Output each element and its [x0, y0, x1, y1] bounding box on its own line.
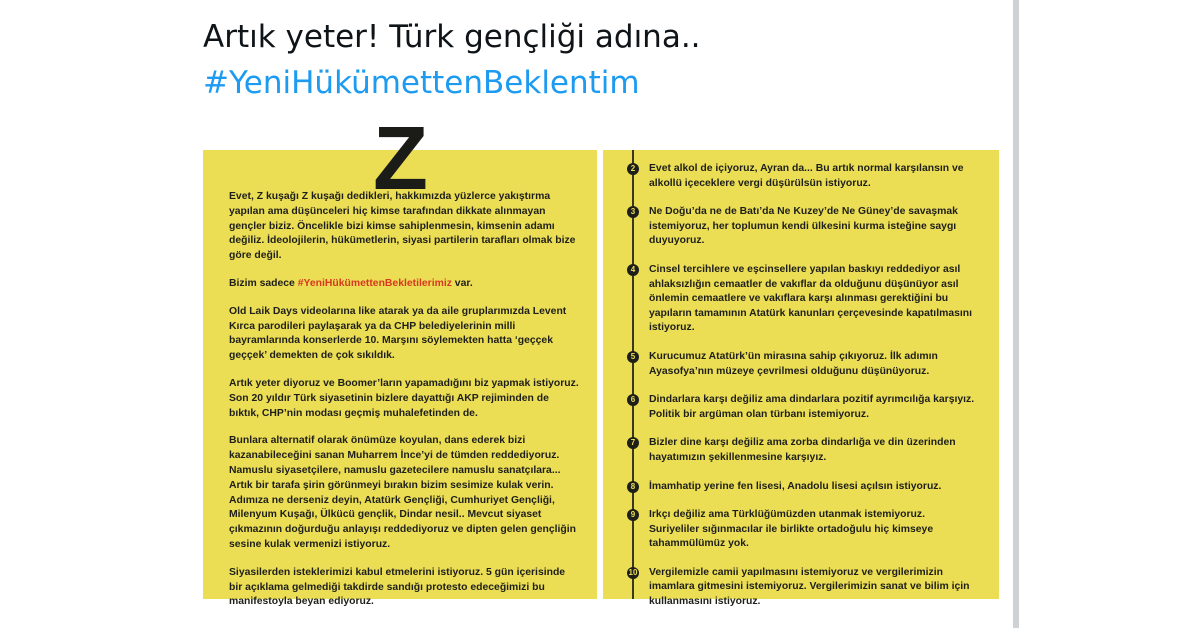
hashtag-link[interactable]: #YeniHükümettenBeklentim [203, 65, 640, 101]
item-text: Dindarlara karşı değiliz ama dindarlara pozitif ayrımcılığa karşıyız. Politik bir argüman olan türbanı istemiyoruz. [649, 394, 975, 420]
list-item [629, 162, 975, 191]
item-text: Irkçı değiliz ama Türklüğümüzden utanmak istemiyoruz. Suriyeliler sığınmacılar ile birlikte ortadoğulu hiç kimseye tahammülümüz yok. [649, 509, 934, 550]
paragraph: Artık yeter diyoruz ve Boomer’ların yapamadığını biz yapmak istiyoruz. Son 20 yıldır Türk siyasetinin bizlere dayattığı AKP rejiminden de bıktık, CHP’nin modası geçmiş muhalefetinden de. [229, 377, 579, 419]
manifesto-left-page [203, 109, 597, 608]
manifesto-intro-text [229, 190, 581, 623]
paragraph: Old Laik Days videolarına like atarak ya da aile gruplarımızda Levent Kırca parodileri paylaşarak ya da CHP belediyelerinin milli bayramlarında konserlerde 10. Marşını söylemekten hatta ‘geççek geççek’ demekten de çok sıkıldık. [229, 305, 567, 362]
list-item [629, 480, 975, 495]
item-text: Evet alkol de içiyoruz, Ayran da... Bu artık normal karşılansın ve alkollü içeceklere vergi düşürülsün istiyoruz. [649, 163, 964, 189]
item-number-badge: 2 [627, 163, 639, 175]
item-number-badge: 9 [627, 509, 639, 521]
paragraph-text: Bizim sadece [229, 277, 298, 289]
paragraph: Evet, Z kuşağı Z kuşağı dedikleri, hakkımızda yüzlerce yakıştırma yapılan ama düşünceleri hiç kimse tarafından dikkate alınmayan gençler biziz. Öncelikle bizi kimse sahiplenmesin, kimsenin adamı değiliz. İdeolojilerin, hükümetlerin, siyasi partilerin tarafları olmak bize göre değil. [229, 191, 576, 262]
highlight-hashtag: #YeniHükümettenBekletilerimiz [297, 277, 452, 289]
paragraph-text: var. [451, 277, 473, 289]
item-text: Vergilemizle camii yapılmasını istemiyoruz ve vergilerimizin imamlara gitmesini istemiyoruz. Vergilerimizin sanat ve bilim için kullanmasını istiyoruz. [649, 566, 970, 608]
list-item [629, 393, 975, 422]
list-item [629, 350, 975, 379]
item-number-badge: 5 [627, 351, 639, 363]
list-item [629, 566, 975, 610]
item-number-badge: 4 [627, 264, 639, 276]
item-number-badge: 10 [628, 567, 638, 577]
manifesto-numbered-list [629, 162, 975, 624]
z-heading-glyph: Z [373, 109, 428, 209]
paragraph: Bunlara alternatif olarak önümüze koyulan, dans ederek bizi kazanabileceğini sanan Muharrem İnce’yi de tümden reddediyoruz. Namuslu siyasetçilere, namuslu gazetecilere namuslu sanatçılara... Artık bir tarafa şirin görünmeyi bırakın bizim sesimize kulak verin. Adımıza ne derseniz deyin, Atatürk Gençliği, Cumhuriyet Gençliği, Milenyum Kuşağı, Ülkücü gençlik, Dindar nesil.. Mevcut siyaset çıkmazının doğurduğu anlayışı reddediyoruz ve dipten gelen gençliğin sesine kulak vermenizi istiyoruz. [229, 435, 576, 550]
manifesto-right-page [603, 150, 999, 608]
list-item [629, 436, 975, 465]
item-number-badge: 6 [627, 394, 639, 406]
list-item [629, 263, 975, 336]
item-number-badge: 3 [627, 206, 639, 218]
item-text: Ne Doğu’da ne de Batı’da Ne Kuzey’de Ne Güney’de savaşmak istemiyoruz, her toplumun kendi ülkesini kurma isteğine saygı duyuyoruz. [649, 206, 958, 247]
list-item [629, 205, 975, 249]
item-text: Cinsel tercihlere ve eşcinsellere yapılan baskıyı reddediyor asıl ahlaksızlığın cemaatler de vakıflar da olduğunu düşünüyor asıl önlemin cemaatlere ve vakıflara karşı alınması gerektiğini bu yapıların tamamının Atatürk kanunları çerçevesinde kapatılmasını istiyoruz. [649, 263, 973, 334]
tweet-text-line: Artık yeter! Türk gençliği adına.. [203, 19, 701, 55]
tweet-image[interactable] [203, 109, 999, 608]
tweet-text [203, 14, 983, 106]
paragraph: Siyasilerden isteklerimizi kabul etmelerini istiyoruz. 5 gün içerisinde bir açıklama gelmediği takdirde sandığı protesto edeceğimizi bu manifestoyla beyan ediyoruz. [229, 566, 566, 608]
item-number-badge: 7 [627, 437, 639, 449]
item-text: Kurucumuz Atatürk’ün mirasına sahip çıkıyoruz. İlk adımın Ayasofya’nın müzeye çevrilmesi olduğunu düşünüyoruz. [649, 350, 938, 377]
list-item [629, 508, 975, 552]
item-text: İmamhatip yerine fen lisesi, Anadolu lisesi açılsın istiyoruz. [649, 480, 942, 492]
right-divider [1013, 0, 1019, 628]
paragraph [229, 277, 581, 292]
item-number-badge: 8 [627, 481, 639, 493]
item-text: Bizler dine karşı değiliz ama zorba dindarlığa ve din üzerinden hayatımızın şekillenmesine karşıyız. [649, 437, 956, 463]
